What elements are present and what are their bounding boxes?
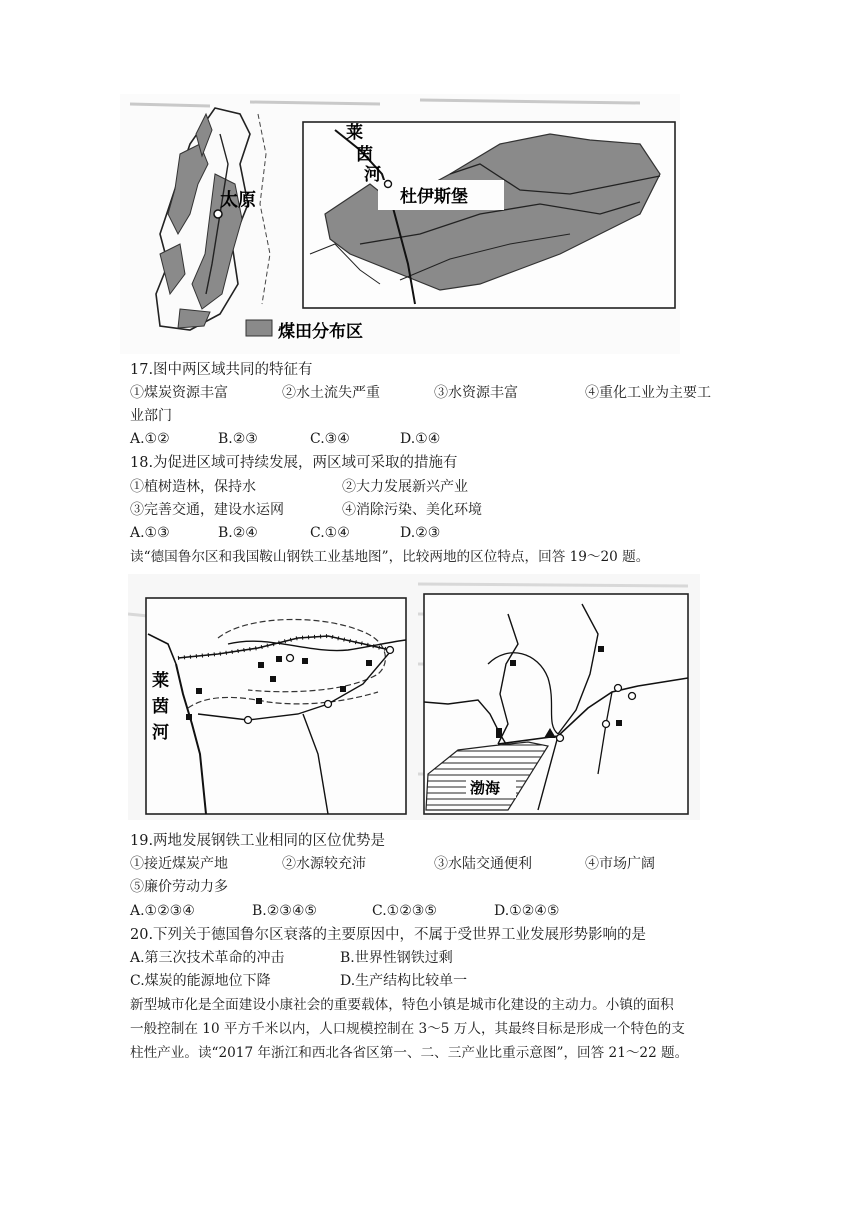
steel-base-maps [128, 574, 700, 820]
q19-item-2: ②水源较充沛 [282, 856, 366, 872]
ruhr-steel-map-frame [146, 598, 406, 814]
taiyuan-city-marker [214, 210, 222, 218]
q17-choice-d[interactable]: D.①④ [400, 431, 441, 447]
q19-choice-c[interactable]: C.①②③⑤ [372, 903, 437, 919]
q18-stem: 18.为促进区域可持续发展，两区域可采取的措施有 [130, 455, 458, 471]
q18-item-4: ④消除污染、美化环境 [342, 502, 482, 518]
label-rhine-1: 莱 [346, 123, 363, 143]
q17-item-4: ④重化工业为主要工 [585, 385, 711, 401]
q18-choice-c[interactable]: C.①④ [310, 525, 350, 541]
label-rhine-3: 河 [364, 165, 381, 185]
map2-label-rhine-1: 莱 [152, 671, 169, 691]
map2-label-rhine-2: 茵 [152, 697, 169, 717]
q18-item-3: ③完善交通，建设水运网 [130, 502, 284, 518]
legend-swatch [246, 320, 272, 336]
q17-stem: 17.图中两区域共同的特征有 [130, 362, 313, 378]
q17-item-3: ③水资源丰富 [434, 385, 518, 401]
q18-choice-d[interactable]: D.②③ [400, 525, 441, 541]
taiyuan-region [156, 108, 270, 330]
coalfield-map [120, 94, 680, 354]
q20-choice-a[interactable]: A.第三次技术革命的冲击 [130, 950, 285, 966]
q19-choice-d[interactable]: D.①②④⑤ [494, 903, 560, 919]
q17-item-2: ②水土流失严重 [282, 385, 380, 401]
q19-item-1: ①接近煤炭产地 [130, 856, 228, 872]
q19-choice-a[interactable]: A.①②③④ [130, 903, 195, 919]
label-taiyuan: 太原 [220, 190, 256, 211]
q20-choice-b[interactable]: B.世界性钢铁过剩 [340, 950, 453, 966]
q17-item-4-wrap: 业部门 [130, 408, 172, 424]
duisburg-city-marker [385, 181, 392, 188]
q17-choice-b[interactable]: B.②③ [218, 431, 258, 447]
q19-item-5: ⑤廉价劳动力多 [130, 879, 228, 895]
q18-choice-a[interactable]: A.①③ [130, 525, 170, 541]
passage-line-2: 一般控制在 10 平方千米以内，人口规模控制在 3～5 万人，其最终目标是形成一个特色的支 [130, 1021, 685, 1037]
intro-19-20: 读“德国鲁尔区和我国鞍山钢铁工业基地图”，比较两地的区位特点，回答 19～20 题。 [130, 549, 650, 565]
q18-item-1: ①植树造林，保持水 [130, 479, 256, 495]
q19-stem: 19.两地发展钢铁工业相同的区位优势是 [130, 833, 386, 849]
steel-base-maps-svg [128, 574, 700, 820]
label-rhine-2: 茵 [356, 145, 373, 165]
q17-item-1: ①煤炭资源丰富 [130, 385, 228, 401]
q20-choice-c[interactable]: C.煤炭的能源地位下降 [130, 973, 271, 989]
q19-item-4: ④市场广阔 [585, 856, 655, 872]
q18-choice-b[interactable]: B.②④ [218, 525, 258, 541]
q17-choice-c[interactable]: C.③④ [310, 431, 350, 447]
q17-choice-a[interactable]: A.①② [130, 431, 170, 447]
q18-item-2: ②大力发展新兴产业 [342, 479, 468, 495]
q20-stem: 20.下列关于德国鲁尔区衰落的主要原因中，不属于受世界工业发展形势影响的是 [130, 927, 647, 943]
map2-label-bohai: 渤海 [470, 779, 501, 797]
q20-choice-d[interactable]: D.生产结构比较单一 [340, 973, 468, 989]
coalfield-map-svg [120, 94, 680, 354]
passage-line-3: 柱性产业。读“2017 年浙江和西北各省区第一、二、三产业比重示意图”，回答 21～22 题。 [130, 1045, 689, 1061]
label-duisburg: 杜伊斯堡 [400, 187, 468, 207]
map2-label-rhine-3: 河 [152, 723, 169, 743]
q19-choice-b[interactable]: B.②③④⑤ [252, 903, 317, 919]
legend-label: 煤田分布区 [278, 322, 363, 342]
q19-item-3: ③水陆交通便利 [434, 856, 532, 872]
passage-line-1: 新型城市化是全面建设小康社会的重要载体，特色小镇是城市化建设的主动力。小镇的面积 [130, 997, 674, 1013]
